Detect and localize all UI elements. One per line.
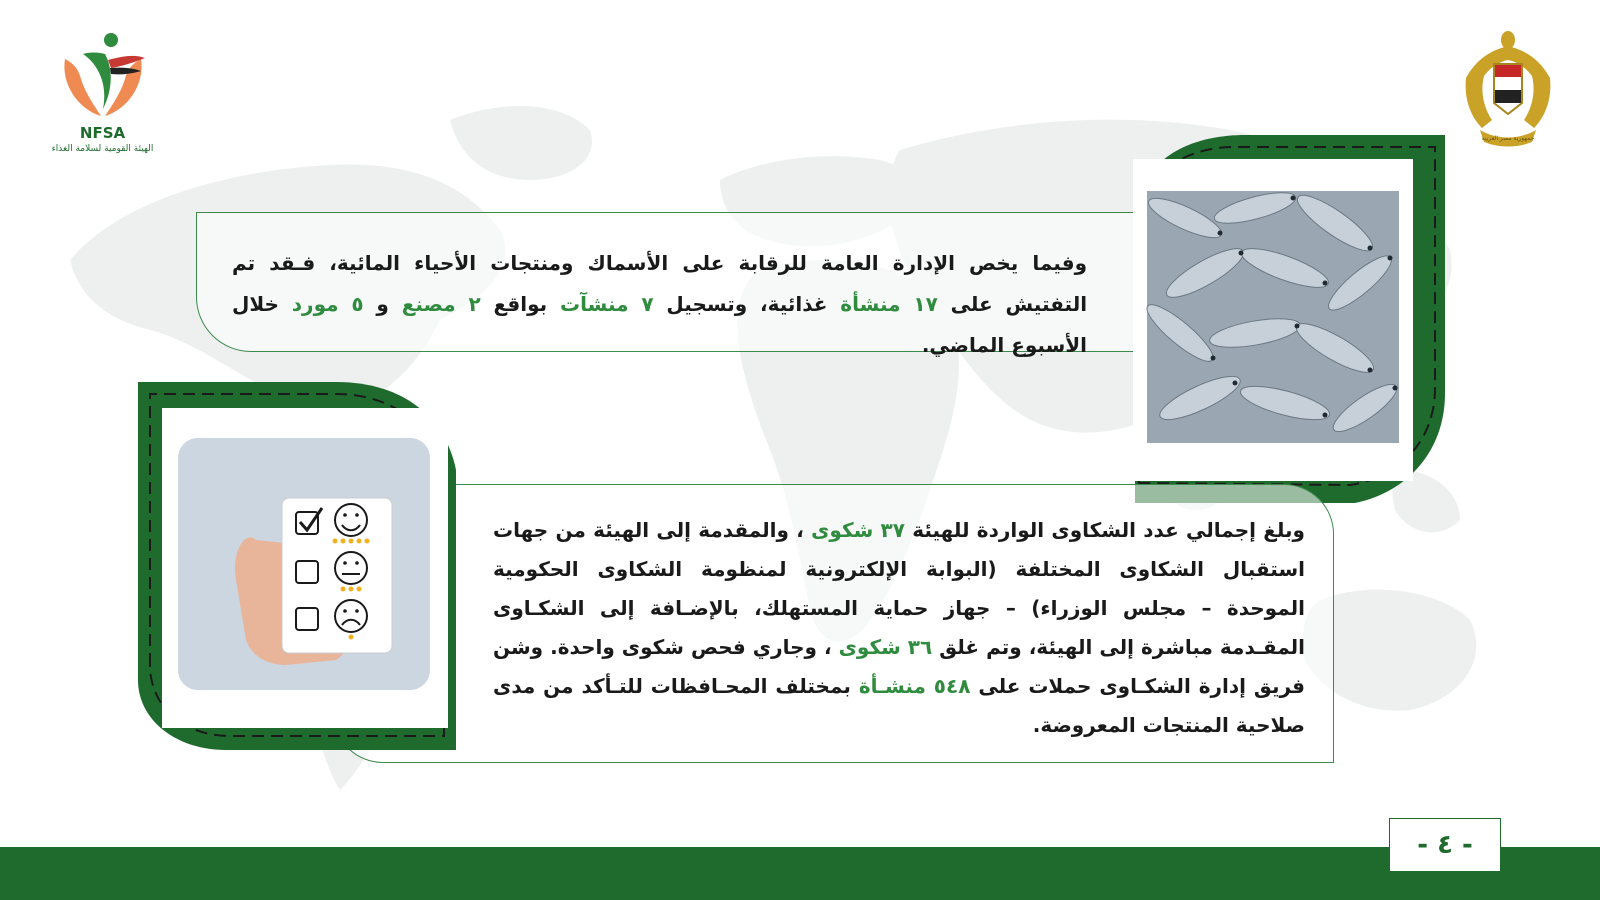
s1-on: على [950, 292, 993, 316]
logo-name: الهيئة القومية لسلامة الغذاء [51, 144, 154, 154]
footer-bar [0, 847, 1600, 900]
complaints-paragraph [493, 511, 1305, 745]
s1-line1: وفيما يخص الإدارة العامة للرقابة على الأسماك ومنتجات الأحياء المائية، فـقد تم التفتيش [232, 251, 1088, 316]
s2-t4: وشن فريق إدارة الشكـاوى حملات على [493, 635, 1306, 698]
facilities-inspected: ١٧ منشأة [840, 292, 938, 316]
fish-photo [1141, 187, 1403, 443]
s1-end: خلال الأسبوع الماضي. [232, 292, 1087, 357]
complaints-closed: ٣٦ شكوى [838, 635, 933, 659]
feedback-card-photo [178, 438, 430, 690]
s1-and: و [376, 292, 389, 316]
nfsa-logo-icon [53, 24, 153, 124]
facilities-registered: ٧ منشآت [560, 292, 654, 316]
nfsa-logo [40, 24, 165, 164]
facilities-campaign: ٥٤٨ منشـأة [858, 674, 971, 698]
suppliers-count: ٥ مورد [291, 292, 364, 316]
factories-count: ٢ مصنع [401, 292, 481, 316]
feedback-photo-frame [136, 380, 472, 750]
s1-food-reg: غذائية، وتسجيل [666, 292, 828, 316]
logo-abbreviation: NFSA [79, 124, 126, 142]
s2-t2: ، والمقدمة إلى الهيئة من جهات استقبال الشكاوى المختلفة (البوابة الإلكترونية لمنظومة الشكاوى الحكومية الموحدة – مجلس الوزراء) – جهاز حماية المستهلك، بالإضـافة إلى الشكـاوى المقـدمة مباشرة إلى الهيئة، وتم غلق [493, 518, 1305, 659]
fish-photo-frame [1125, 133, 1445, 503]
complaints-total: ٣٧ شكوى [811, 518, 905, 542]
fish-inspection-paragraph [232, 243, 1087, 366]
page-number: - ٤ - [1389, 818, 1501, 872]
s2-t5: بمختلف المحـافظات للتـأكد من مدى صلاحية المنتجات المعروضة. [493, 674, 1305, 737]
s2-t1: وبلغ إجمالي عدد الشكاوى الواردة للهيئة [912, 518, 1305, 542]
emblem-label: جمهورية مصر العربية [1481, 135, 1535, 142]
eagle-emblem-icon [1462, 28, 1554, 153]
s2-t3: ، وجاري فحص شكوى واحدة. [550, 635, 832, 659]
s1-by: بواقع [493, 292, 548, 316]
